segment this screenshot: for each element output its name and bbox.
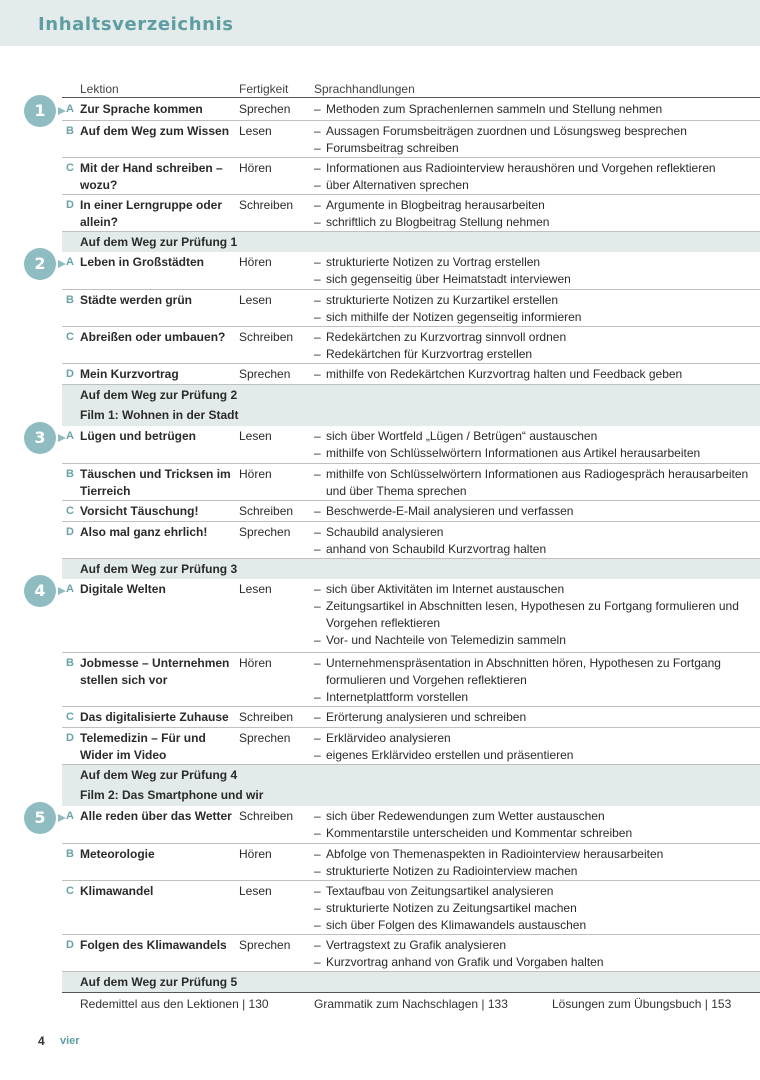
activity-item: – sich über Wortfeld „Lügen / Betrügen“ austauschen (314, 428, 760, 445)
lesson-letter: C (66, 505, 74, 517)
activity-item: – sich mithilfe der Notizen gegenseitig informieren (314, 309, 760, 326)
activity-item: – eigenes Erklärvideo erstellen und präsentieren (314, 747, 760, 764)
lesson-title[interactable]: Abreißen oder umbauen? (80, 330, 226, 344)
activity-item: – strukturierte Notizen zu Vortrag erstellen (314, 254, 760, 271)
practice-title[interactable]: Auf dem Weg zur Prüfung 3 (80, 562, 238, 576)
lesson-activities (314, 730, 760, 764)
activity-item: – Zeitungsartikel in Abschnitten lesen, Hypothesen zu Fortgang formulieren und Vorgehen reflektieren (314, 598, 760, 632)
activity-item: – schriftlich zu Blogbeitrag Stellung nehmen (314, 214, 760, 231)
activity-item: – Vor- und Nachteile von Telemedizin sammeln (314, 632, 760, 649)
activity-item: – Beschwerde-E-Mail analysieren und verfassen (314, 503, 760, 520)
lesson-skill: Hören (239, 161, 272, 175)
lesson-activities (314, 254, 760, 288)
lesson-row[interactable] (62, 363, 760, 385)
lesson-title[interactable]: Leben in Großstädten (80, 255, 205, 269)
footer-grammatik: Grammatik zum Nachschlagen | 133 (314, 997, 508, 1011)
practice-row[interactable] (62, 558, 760, 580)
column-header-lesson: Lektion (80, 82, 119, 96)
activity-item: – Aussagen Forumsbeiträgen zuordnen und Lösungsweg besprechen (314, 123, 760, 140)
lesson-activities (314, 709, 760, 726)
lesson-skill: Lesen (239, 124, 272, 138)
lesson-letter: C (66, 331, 74, 343)
lesson-row[interactable] (62, 579, 760, 647)
lesson-row[interactable] (62, 934, 760, 972)
lesson-title[interactable]: Mein Kurzvortrag (80, 367, 179, 381)
lesson-letter: C (66, 711, 74, 723)
practice-row[interactable] (62, 971, 760, 993)
lesson-skill: Lesen (239, 582, 272, 596)
practice-row[interactable] (62, 384, 760, 406)
activity-item: – Argumente in Blogbeitrag herausarbeiten (314, 197, 760, 214)
activity-item: – Unternehmenspräsentation in Abschnitten hören, Hypothesen zu Fortgang formulieren und Vorgehen reflektieren (314, 655, 760, 689)
lesson-activities (314, 466, 760, 500)
chapter-number-badge: 2 (24, 248, 56, 280)
lesson-letter: B (66, 657, 74, 669)
practice-title[interactable]: Auf dem Weg zur Prüfung 2 (80, 388, 238, 402)
lesson-skill: Sprechen (239, 525, 291, 539)
lesson-letter: D (66, 732, 74, 744)
lesson-activities (314, 197, 760, 231)
lesson-title[interactable]: Zur Sprache kommen (80, 102, 203, 116)
page-number-word: vier (60, 1035, 80, 1047)
lesson-row[interactable] (62, 843, 760, 881)
lesson-title[interactable]: Lügen und betrügen (80, 429, 196, 443)
activity-item: – mithilfe von Schlüsselwörtern Informationen aus Artikel herausarbeiten (314, 445, 760, 462)
lesson-activities (314, 524, 760, 558)
table-header (0, 80, 760, 98)
activity-item: – strukturierte Notizen zu Radiointerview machen (314, 863, 760, 880)
lesson-activities (314, 846, 760, 880)
activity-item: – Forumsbeitrag schreiben (314, 140, 760, 157)
lesson-skill: Hören (239, 255, 272, 269)
lesson-activities (314, 428, 760, 462)
activity-item: – Redekärtchen für Kurzvortrag erstellen (314, 346, 760, 363)
practice-row[interactable] (62, 231, 760, 253)
chapter-number-badge: 5 (24, 802, 56, 834)
lesson-row[interactable] (62, 194, 760, 232)
lesson-row[interactable] (62, 500, 760, 522)
practice-title[interactable]: Auf dem Weg zur Prüfung 5 (80, 975, 238, 989)
lesson-row[interactable] (62, 463, 760, 501)
activity-item: – Textaufbau von Zeitungsartikel analysieren (314, 883, 760, 900)
activity-item: – Vertragstext zu Grafik analysieren (314, 937, 760, 954)
lesson-activities (314, 581, 760, 649)
lesson-row[interactable] (62, 521, 760, 559)
lesson-letter: A (66, 256, 74, 268)
activity-item: – Kurzvortrag anhand von Grafik und Vorgaben halten (314, 954, 760, 971)
activity-item: – anhand von Schaubild Kurzvortrag halten (314, 541, 760, 558)
practice-title[interactable]: Film 1: Wohnen in der Stadt (80, 408, 239, 422)
lesson-skill: Lesen (239, 429, 272, 443)
lesson-row[interactable] (62, 157, 760, 195)
lesson-letter: B (66, 468, 74, 480)
lesson-activities (314, 883, 760, 934)
lesson-row[interactable] (62, 727, 760, 765)
lesson-letter: A (66, 103, 74, 115)
lesson-row[interactable] (62, 289, 760, 327)
activity-item: – sich über Redewendungen zum Wetter austauschen (314, 808, 760, 825)
lesson-activities (314, 808, 760, 842)
lesson-activities (314, 655, 760, 706)
lesson-activities (314, 101, 760, 118)
lesson-letter: D (66, 526, 74, 538)
activity-item: – Informationen aus Radiointerview heraushören und Vorgehen reflektieren (314, 160, 760, 177)
practice-title[interactable]: Auf dem Weg zur Prüfung 1 (80, 235, 238, 249)
activity-item: – mithilfe von Redekärtchen Kurzvortrag halten und Feedback geben (314, 366, 760, 383)
lesson-activities (314, 123, 760, 157)
lesson-title[interactable]: Täuschen und Tricksen im Tierreich (80, 467, 231, 498)
lesson-row[interactable] (62, 880, 760, 935)
lesson-skill: Schreiben (239, 809, 294, 823)
lesson-row[interactable] (62, 806, 760, 843)
lesson-title[interactable]: Städte werden grün (80, 293, 193, 307)
lesson-letter: B (66, 294, 74, 306)
activity-item: – sich über Aktivitäten im Internet austauschen (314, 581, 760, 598)
lesson-skill: Sprechen (239, 102, 291, 116)
lesson-row[interactable] (62, 326, 760, 364)
lesson-activities (314, 329, 760, 363)
page-title: Inhaltsverzeichnis (38, 14, 234, 35)
activity-item: – Erklärvideo analysieren (314, 730, 760, 747)
lesson-title[interactable]: Vorsicht Täuschung! (80, 504, 199, 518)
lesson-title[interactable]: Telemedizin – Für und Wider im Video (80, 731, 206, 762)
practice-row[interactable] (62, 405, 760, 426)
lesson-letter: D (66, 368, 74, 380)
lesson-skill: Sprechen (239, 731, 291, 745)
header-rule (62, 97, 760, 98)
lesson-letter: A (66, 583, 74, 595)
lesson-letter: D (66, 199, 74, 211)
lesson-letter: C (66, 162, 74, 174)
column-header-acts: Sprachhandlungen (314, 82, 415, 96)
chapter-number-badge: 3 (24, 422, 56, 454)
column-header-skill: Fertigkeit (239, 82, 289, 96)
lesson-letter: B (66, 848, 74, 860)
lesson-row[interactable] (62, 426, 760, 463)
footer-redemittel: Redemittel aus den Lektionen | 130 (80, 997, 269, 1011)
lesson-activities (314, 937, 760, 971)
lesson-skill: Lesen (239, 293, 272, 307)
activity-item: – Erörterung analysieren und schreiben (314, 709, 760, 726)
lesson-activities (314, 160, 760, 194)
lesson-title[interactable]: Klimawandel (80, 884, 154, 898)
activity-item: – sich gegenseitig über Heimatstadt interviewen (314, 271, 760, 288)
lesson-skill: Schreiben (239, 710, 294, 724)
lesson-row[interactable] (62, 252, 760, 289)
lesson-skill: Schreiben (239, 198, 294, 212)
footer-loesungen: Lösungen zum Übungsbuch | 153 (552, 997, 732, 1011)
activity-item: – mithilfe von Schlüsselwörtern Informationen aus Radiogespräch herausarbeiten und über Thema sprechen (314, 466, 760, 500)
lesson-activities (314, 503, 760, 520)
lesson-row[interactable] (62, 706, 760, 728)
lesson-activities (314, 366, 760, 383)
lesson-letter: D (66, 939, 74, 951)
chapter-number-badge: 1 (24, 95, 56, 127)
lesson-title[interactable]: Mit der Hand schreiben – wozu? (80, 161, 223, 192)
activity-item: – strukturierte Notizen zu Zeitungsartikel machen (314, 900, 760, 917)
activity-item: – Kommentarstile unterscheiden und Kommentar schreiben (314, 825, 760, 842)
lesson-skill: Hören (239, 656, 272, 670)
lesson-skill: Schreiben (239, 504, 294, 518)
practice-title[interactable]: Auf dem Weg zur Prüfung 4 (80, 768, 238, 782)
lesson-letter: C (66, 885, 74, 897)
lesson-skill: Hören (239, 847, 272, 861)
activity-item: – Abfolge von Themenaspekten in Radiointerview herausarbeiten (314, 846, 760, 863)
lesson-title[interactable]: Das digitalisierte Zuhause (80, 710, 229, 724)
lesson-title[interactable]: Alle reden über das Wetter (80, 809, 232, 823)
activity-item: – Redekärtchen zu Kurzvortrag sinnvoll ordnen (314, 329, 760, 346)
lesson-skill: Sprechen (239, 938, 291, 952)
lesson-skill: Hören (239, 467, 272, 481)
lesson-title[interactable]: Auf dem Weg zum Wissen (80, 124, 230, 138)
activity-item: – Schaubild analysieren (314, 524, 760, 541)
lesson-title[interactable]: Jobmesse – Unternehmen stellen sich vor (80, 656, 230, 687)
lesson-row[interactable] (62, 652, 760, 707)
practice-row[interactable] (62, 785, 760, 806)
lesson-title[interactable]: Also mal ganz ehrlich! (80, 525, 208, 539)
lesson-title[interactable]: Meteorologie (80, 847, 155, 861)
lesson-title[interactable]: In einer Lerngruppe oder allein? (80, 198, 223, 229)
lesson-letter: B (66, 125, 74, 137)
lesson-skill: Schreiben (239, 330, 294, 344)
activity-item: – Methoden zum Sprachenlernen sammeln und Stellung nehmen (314, 101, 760, 118)
chapter-number-badge: 4 (24, 575, 56, 607)
lesson-activities (314, 292, 760, 326)
lesson-title[interactable]: Digitale Welten (80, 582, 166, 596)
lesson-skill: Sprechen (239, 367, 291, 381)
lesson-row[interactable] (62, 99, 760, 120)
lesson-row[interactable] (62, 120, 760, 158)
lesson-title[interactable]: Folgen des Klimawandels (80, 938, 227, 952)
activity-item: – Internetplattform vorstellen (314, 689, 760, 706)
activity-item: – strukturierte Notizen zu Kurzartikel erstellen (314, 292, 760, 309)
activity-item: – sich über Folgen des Klimawandels austauschen (314, 917, 760, 934)
activity-item: – über Alternativen sprechen (314, 177, 760, 194)
page-number: 4 (38, 1034, 45, 1048)
footer-rule (62, 992, 760, 993)
lesson-letter: A (66, 430, 74, 442)
lesson-skill: Lesen (239, 884, 272, 898)
lesson-letter: A (66, 810, 74, 822)
practice-title[interactable]: Film 2: Das Smartphone und wir (80, 788, 264, 802)
practice-row[interactable] (62, 764, 760, 786)
